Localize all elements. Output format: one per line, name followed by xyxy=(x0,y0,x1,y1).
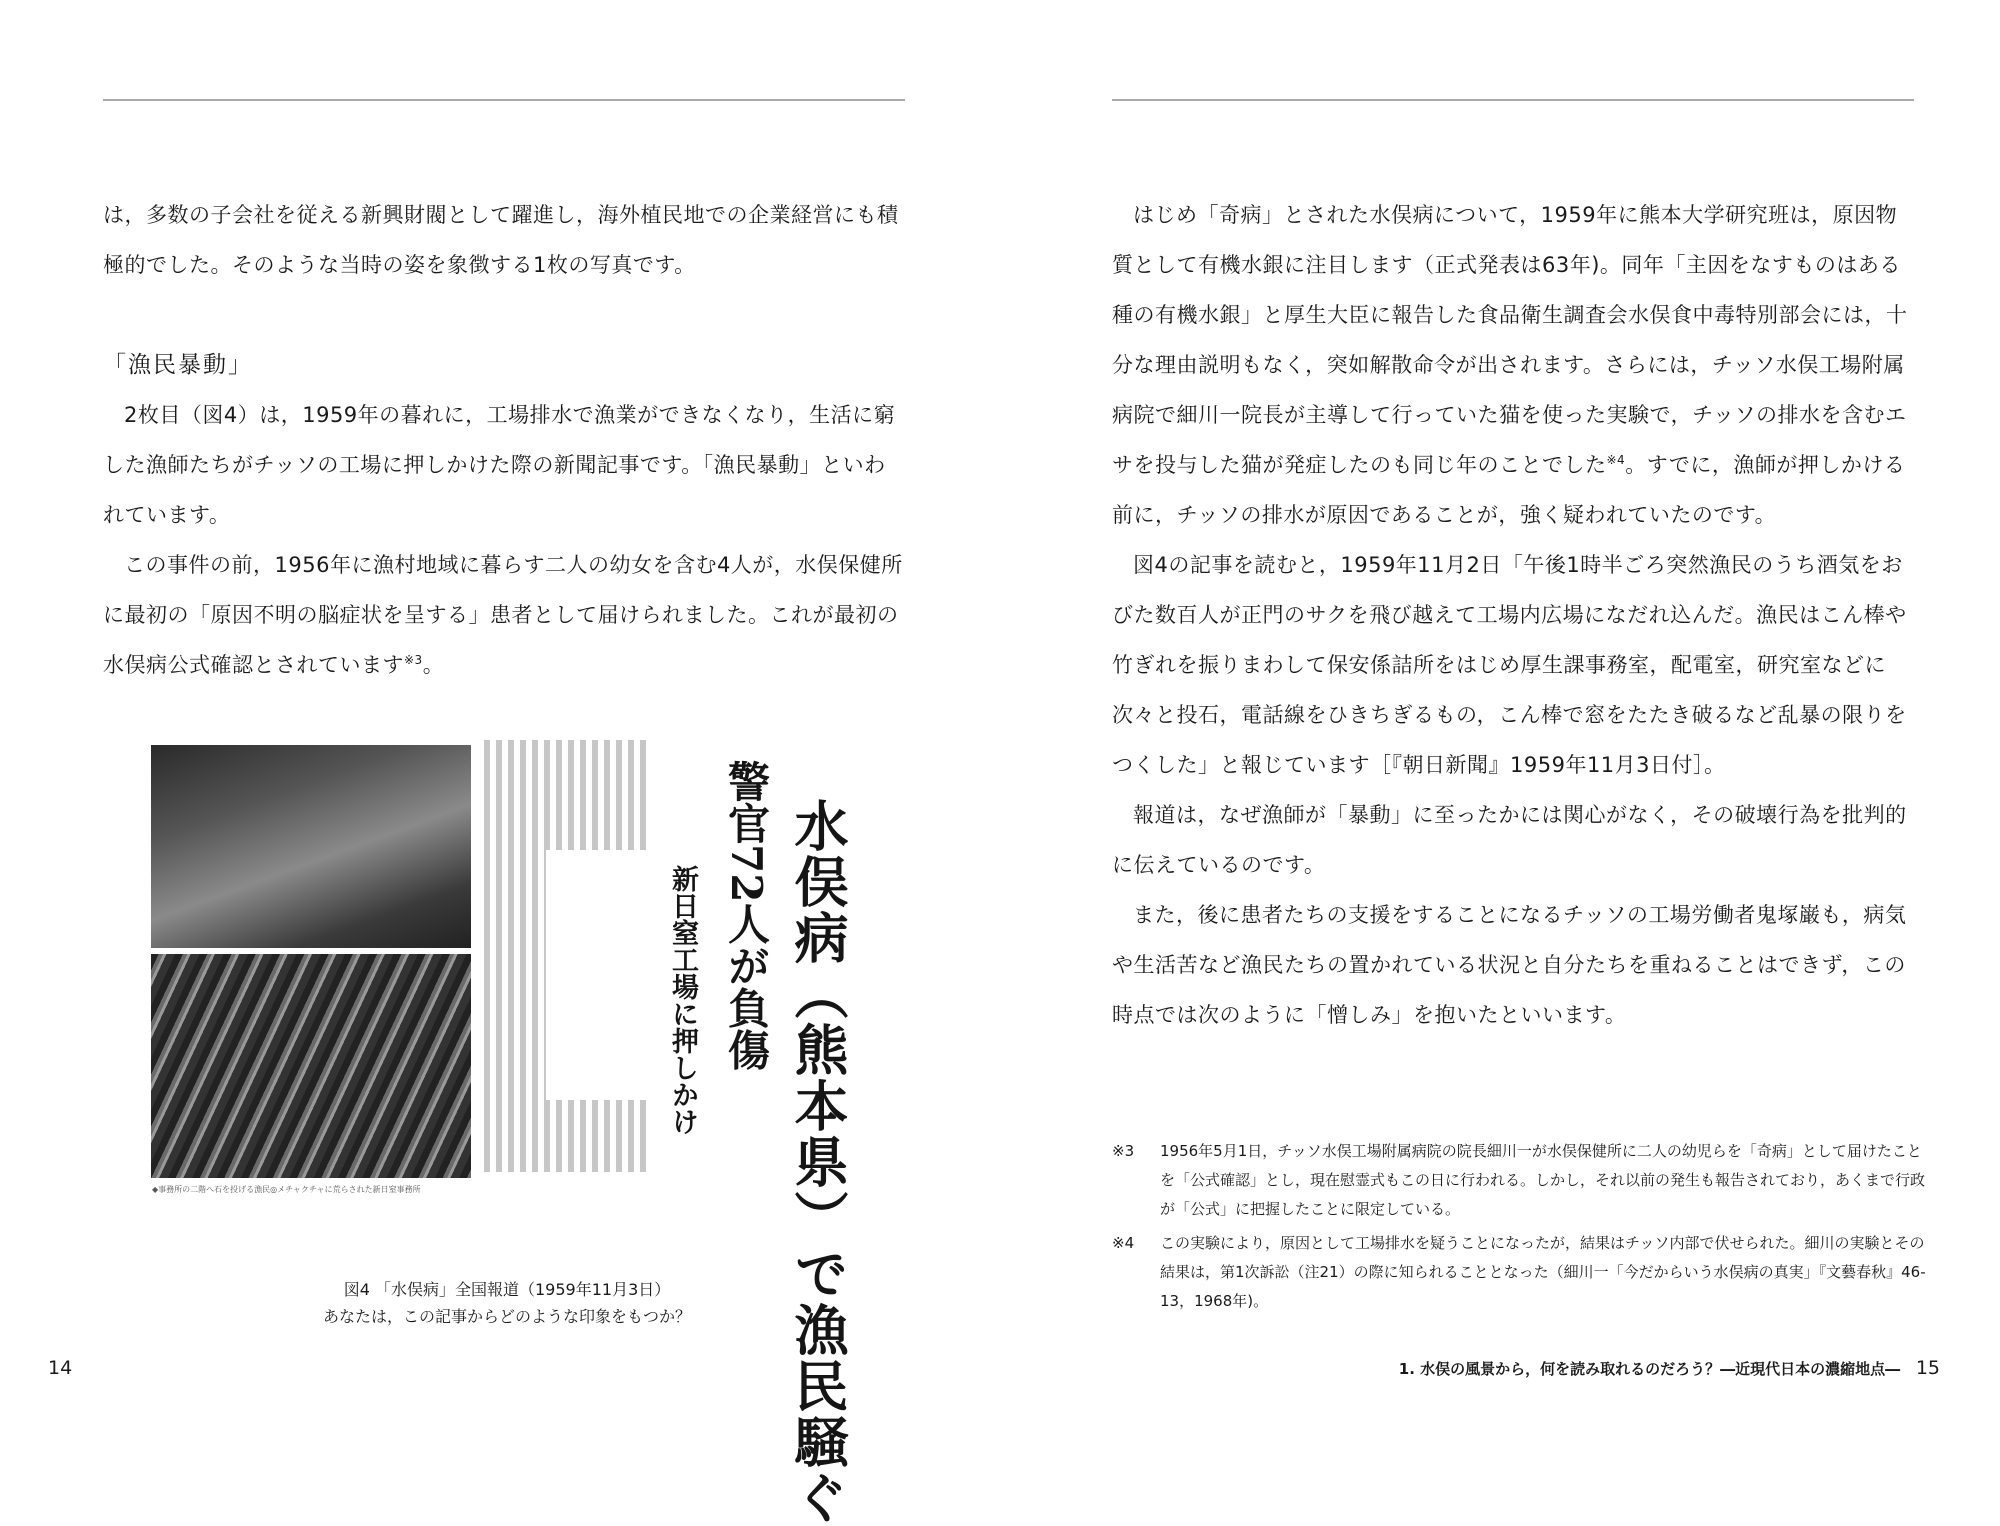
footnotes xyxy=(1112,1137,1932,1321)
paragraph-2: 図4の記事を読むと，1959年11月2日「午後1時半ごろ突然漁民のうち酒気をおびた数百人が正門のサクを飛び越えて工場内広場になだれ込んだ。漁民はこん棒や竹ぎれを振りまわして保安係詰所をはじめ厚生課事務室，配電室，研究室などに次々と投石，電話線をひきちぎるもの，こん棒で窓をたたき破るなど乱暴の限りをつくした」と報じています［『朝日新聞』1959年11月3日付］。 xyxy=(1112,553,1907,777)
paragraph-2: 2枚目（図4）は，1959年の暮れに，工場排水で漁業ができなくなり，生活に窮した漁師たちがチッソの工場に押しかけた際の新聞記事です。「漁民暴動」といわれています。 xyxy=(103,403,896,527)
note-ref-3: ※3 xyxy=(404,653,423,667)
right-body xyxy=(1112,190,1914,1040)
top-rule xyxy=(1112,99,1914,101)
footnote: ※4 この実験により，原因として工場排水を疑うことになったが，結果はチッソ内部で伏せられた。細川の実験とその結果は，第1次訴訟（注21）の際に知られることとなった（細川一「今だからいう水俣病の真実」『文藝春秋』46-13，1968年)。 xyxy=(1112,1234,1926,1310)
running-head: 1. 水俣の風景から，何を読み取れるのだろう？―近現代日本の濃縮地点― 15 xyxy=(1398,1357,1940,1379)
top-rule xyxy=(103,99,905,101)
footnote: ※3 1956年5月1日，チッソ水俣工場附属病院の院長細川一が水俣保健所に二人の幼児らを「奇病」として届けたことを「公式確認」とし，現在慰霊式もこの日に行われる。しかし，それ以前の発生も報告されており，あくまで行政が「公式」に把握したことに限定している。 xyxy=(1112,1142,1926,1218)
figure-caption: 図4 「水俣病」全国報道（1959年11月3日） あなたは，この記事からどのような印象をもつか？ xyxy=(322,1280,691,1326)
page-number-left: 14 xyxy=(48,1357,73,1379)
paragraph-3: 報道は，なぜ漁師が「暴動」に至ったかには関心がなく，その破壊行為を批判的に伝えているのです。 xyxy=(1112,803,1907,877)
page-number-right: 15 xyxy=(1915,1357,1940,1379)
headline-sub: 警官72人が負傷 xyxy=(722,760,771,1071)
paragraph-4: また，後に患者たちの支援をすることになるチッソの工場労働者鬼塚巌も，病気や生活苦など漁民たちの置かれている状況と自分たちを重ねることはできず，この時点では次のように「憎しみ」を抱いたといいます。 xyxy=(1112,903,1907,1027)
headline-sub2: 新日窒工場に押しかけ xyxy=(667,865,698,1135)
right-page xyxy=(1000,0,2000,1419)
photo-caption: ◆事務所の二階へ石を投げる漁民◎メチャクチャに荒らされた新日窒事務所 xyxy=(152,1185,421,1194)
section-body xyxy=(103,340,905,690)
riot-photo-top xyxy=(151,745,471,948)
article-gap xyxy=(546,850,646,1100)
paragraph-1: はじめ「奇病」とされた水俣病について，1959年に熊本大学研究班は，原因物質として有機水銀に注目します（正式発表は63年)。同年「主因をなすものはある種の有機水銀」と厚生大臣に報告した食品衛生調査会水俣食中毒特別部会には，十分な理由説明もなく，突如解散命令が出されます。さらには，チッソ水俣工場附属病院で細川一院長が主導して行っていた猫を使った実験で，チッソの排水を含むエサを投与した猫が発症したのも同じ年のことでした$^{※4}$。すでに，漁師が押しかける前に，チッソの排水が原因であることが，強く疑われていたのです。 xyxy=(1112,203,1908,527)
riot-photo-bottom xyxy=(151,954,471,1178)
paragraph-3: この事件の前，1956年に漁村地域に暮らす二人の幼女を含む4人が，水俣保健所に最初の「原因不明の脳症状を呈する」患者として届けられました。これが最初の水俣病公式確認とされています$^{※3}$。 xyxy=(103,553,903,677)
intro-paragraph: は，多数の子会社を従える新興財閥として躍進し，海外植民地での企業経営にも積極的でした。そのような当時の姿を象徴する1枚の写真です。 xyxy=(103,203,899,277)
note-ref-4: ※4 xyxy=(1606,453,1626,467)
section-heading: 「漁民暴動」 xyxy=(103,352,253,378)
headline-main: 水俣病（熊本県）で漁民騒ぐ xyxy=(786,798,850,1526)
